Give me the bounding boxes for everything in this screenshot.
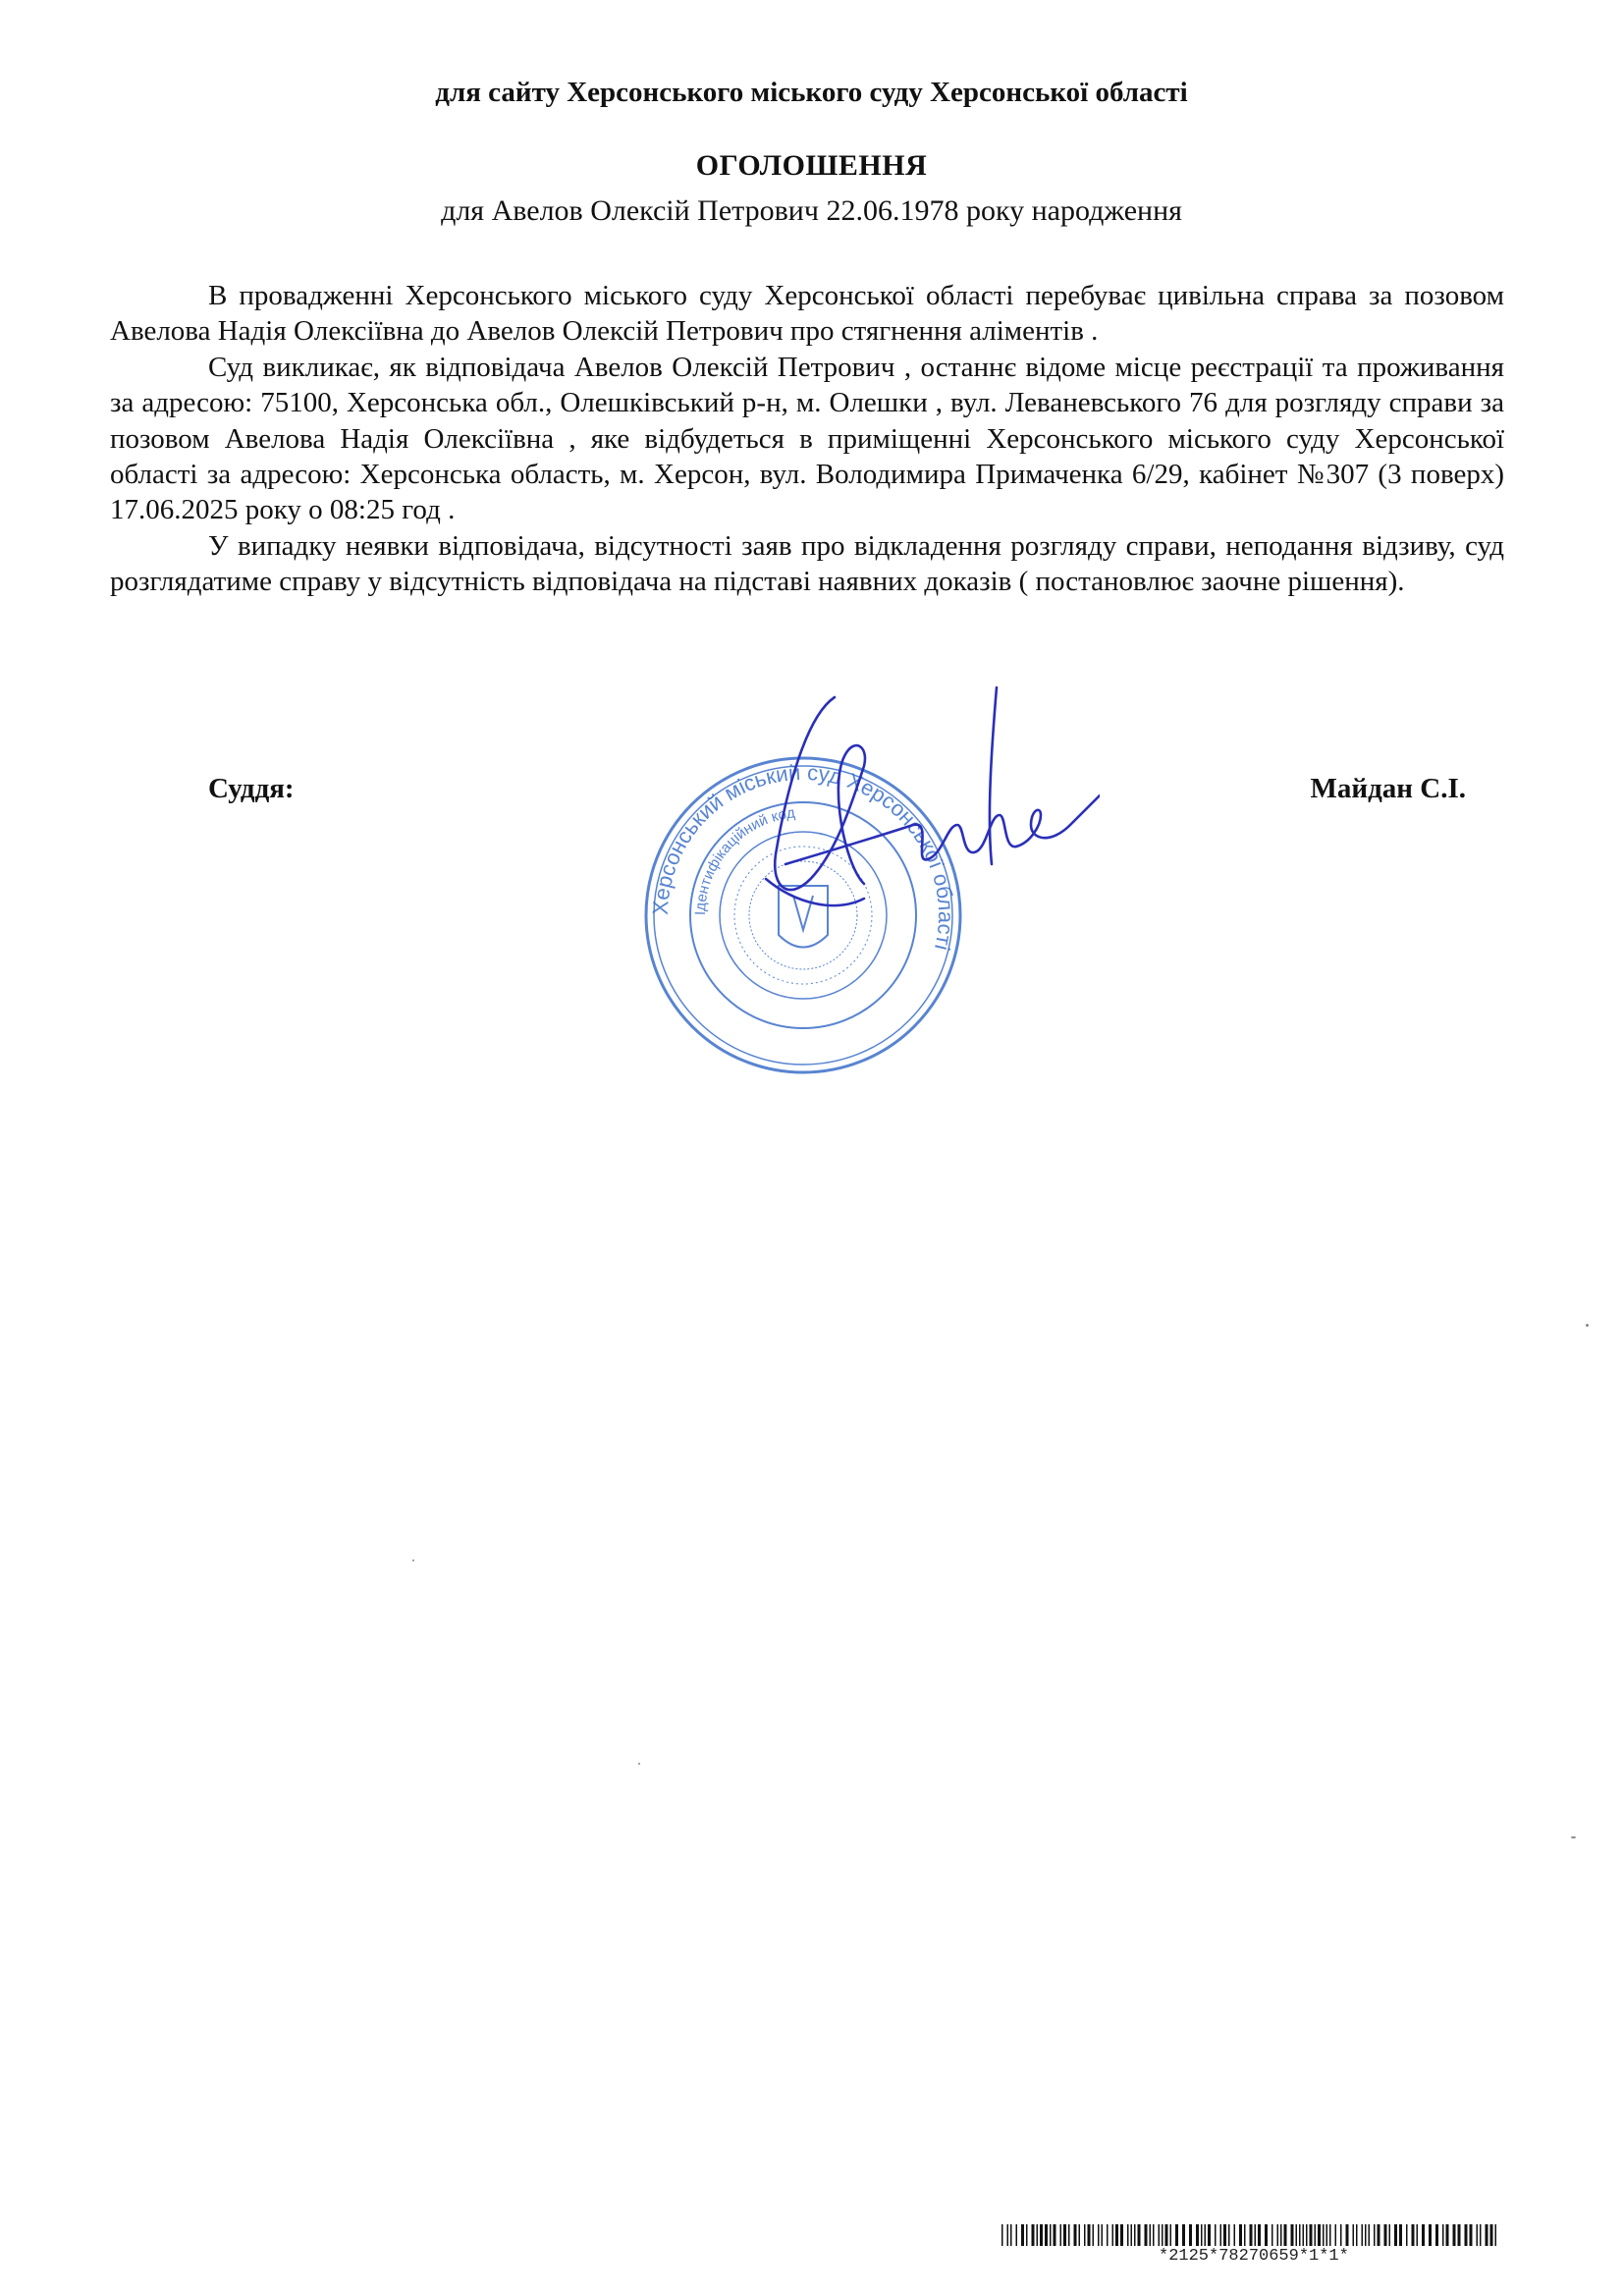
- judge-signature: [746, 678, 1100, 972]
- barcode-bar: [1365, 2224, 1367, 2246]
- barcode-bar: [1084, 2224, 1086, 2246]
- barcode-bar: [1250, 2224, 1253, 2246]
- barcode-bar: [1239, 2224, 1242, 2246]
- judge-label: Суддя:: [208, 773, 295, 804]
- barcode-bar: [1477, 2224, 1479, 2246]
- barcode-bar: [1280, 2224, 1282, 2246]
- barcode-bar: [1346, 2224, 1349, 2246]
- barcode-bar: [1159, 2224, 1161, 2246]
- announcement-body: [110, 278, 1504, 600]
- barcode-bar: [1201, 2224, 1203, 2246]
- barcode-bar: [1291, 2224, 1294, 2246]
- barcode-bar: [1244, 2224, 1246, 2246]
- barcode-bar: [1255, 2224, 1257, 2246]
- barcode-bar: [1422, 2224, 1425, 2246]
- barcode-bar: [1446, 2224, 1449, 2246]
- scan-speck: [638, 1763, 640, 1765]
- barcode-bar: [1490, 2224, 1493, 2246]
- barcode-bar: [1374, 2224, 1376, 2246]
- barcode-bar: [1394, 2224, 1397, 2246]
- barcode-bar: [1063, 2224, 1066, 2246]
- barcode-bar: [1470, 2224, 1473, 2246]
- barcode-bar: [1131, 2224, 1133, 2246]
- barcode-bar: [1134, 2224, 1136, 2246]
- barcode-bar: [1480, 2224, 1482, 2246]
- barcode-bar: [1356, 2224, 1358, 2246]
- barcode-bar: [1074, 2224, 1077, 2246]
- barcode-bar: [1412, 2224, 1415, 2246]
- paragraph-case-info: В провадженні Херсонського міського суду Херсонської області перебуває цивільна справа за позовом Авелова Надія Олексіївна до Авелов Олексій Петрович про стягнення аліментів .: [110, 280, 1504, 348]
- scan-speck: [412, 1559, 414, 1561]
- barcode-bar: [1138, 2224, 1141, 2246]
- barcode-bar: [1458, 2224, 1461, 2246]
- barcode-bar: [1115, 2224, 1118, 2246]
- barcode-bar: [1189, 2224, 1192, 2246]
- barcode-bar: [1045, 2224, 1048, 2246]
- barcode-bar: [1001, 2224, 1003, 2246]
- barcode-bar: [1369, 2224, 1371, 2246]
- barcode-bar: [1010, 2224, 1012, 2246]
- barcode-bar: [1215, 2224, 1217, 2246]
- barcode-bar: [1406, 2224, 1408, 2246]
- barcode-bar: [1323, 2224, 1325, 2246]
- site-header-line: для сайту Херсонського міського суду Херсонської області: [435, 77, 1188, 108]
- barcode-bar: [1102, 2224, 1104, 2246]
- barcode-number: *2125*78270659*1*1*: [1159, 2247, 1349, 2266]
- barcode-bar: [1182, 2224, 1185, 2246]
- barcode-bar: [1296, 2224, 1298, 2246]
- barcode-bar: [1220, 2224, 1222, 2246]
- barcode-bar: [1021, 2224, 1024, 2246]
- barcode-bar: [1120, 2224, 1123, 2246]
- barcode-bar: [1435, 2224, 1438, 2246]
- barcode-bar: [1384, 2224, 1387, 2246]
- barcode-bar: [1495, 2224, 1497, 2246]
- barcode-bar: [1389, 2224, 1391, 2246]
- barcode-bar: [1162, 2224, 1163, 2246]
- barcode-bar: [1486, 2224, 1488, 2246]
- barcode-bar: [1258, 2224, 1261, 2246]
- barcode-bar: [1037, 2224, 1039, 2246]
- barcode-bar: [1417, 2224, 1419, 2246]
- barcode-bar: [1335, 2224, 1337, 2246]
- barcode-bar: [1170, 2224, 1172, 2246]
- barcode-bar: [1442, 2224, 1444, 2246]
- barcode-bar: [1040, 2224, 1043, 2246]
- barcode-bar: [1205, 2224, 1207, 2246]
- document-subtitle: для Авелов Олексій Петрович 22.06.1978 року народження: [441, 194, 1182, 227]
- barcode-bar: [1318, 2224, 1321, 2246]
- paragraph-summons: Суд викликає, як відповідача Авелов Олексій Петрович , останнє відоме місце реєстрації та проживання за адресою: 75100, Херсонська обл., Олешківський р-н, м. Олешки , вул. Леваневського 76 для розгляду справи за позовом Авелова Надія Олексіївна , яке відбудеться в приміщенні Херсонського міського суду Херсонської області за адресою: Херсонська область, м. Херсон, вул. Володимира Примаченка 6/29, кабінет №307 (3 поверх) 17.06.2025 року о 08:25 год .: [110, 351, 1504, 526]
- barcode-bar: [1299, 2224, 1301, 2246]
- barcode-bar: [1284, 2224, 1287, 2246]
- barcode-bar: [1016, 2224, 1018, 2246]
- barcode-bar: [1315, 2224, 1317, 2246]
- barcode-bar: [1453, 2224, 1456, 2246]
- barcode-bar: [1107, 2224, 1109, 2246]
- barcode-bar: [1112, 2224, 1114, 2246]
- scan-speck: [1586, 1324, 1589, 1327]
- barcode-bar: [1353, 2224, 1355, 2246]
- document-title: ОГОЛОШЕННЯ: [695, 149, 928, 182]
- barcode-bar: [1060, 2224, 1062, 2246]
- barcode-bar: [1007, 2224, 1009, 2246]
- judge-name: Майдан С.І.: [1310, 773, 1466, 804]
- barcode-bar: [1310, 2224, 1313, 2246]
- barcode-bar: [1032, 2224, 1035, 2246]
- barcode-bar: [1303, 2224, 1305, 2246]
- barcode-bar: [1306, 2224, 1308, 2246]
- scan-speck: [1571, 1836, 1576, 1838]
- stamp-outer-text: Херсонський міський суд Херсонської області: [647, 759, 959, 954]
- barcode-bar: [1340, 2224, 1342, 2246]
- barcode-bar: [1399, 2224, 1402, 2246]
- barcode-bar: [1234, 2224, 1236, 2246]
- barcode-bar: [1429, 2224, 1432, 2246]
- barcode-bar: [1068, 2224, 1070, 2246]
- stamp-inner-text: Ідентифікаційний код: [691, 804, 796, 916]
- barcode-bar: [1153, 2224, 1155, 2246]
- barcode-bar: [1277, 2224, 1279, 2246]
- barcode: [1001, 2224, 1502, 2246]
- barcode-bar: [1223, 2224, 1226, 2246]
- barcode-bar: [1098, 2224, 1100, 2246]
- barcode-bar: [1196, 2224, 1199, 2246]
- barcode-bar: [1145, 2224, 1148, 2246]
- paragraph-default-notice: У випадку неявки відповідача, відсутності заяв про відкладення розгляду справи, неподання відзиву, суд розглядатиме справу у відсутність відповідача на підставі наявних доказів ( постановлює заочне рішення).: [110, 529, 1504, 598]
- barcode-bar: [1079, 2224, 1081, 2246]
- barcode-bar: [1088, 2224, 1091, 2246]
- barcode-bar: [1228, 2224, 1230, 2246]
- barcode-bar: [1362, 2224, 1364, 2246]
- barcode-bar: [1271, 2224, 1273, 2246]
- barcode-bar: [1093, 2224, 1095, 2246]
- barcode-bar: [1175, 2224, 1178, 2246]
- barcode-bar: [1329, 2224, 1331, 2246]
- barcode-bar: [1465, 2224, 1468, 2246]
- barcode-bar: [1326, 2224, 1328, 2246]
- barcode-bar: [1050, 2224, 1052, 2246]
- barcode-bar: [1378, 2224, 1380, 2246]
- barcode-bar: [1265, 2224, 1268, 2246]
- barcode-bar: [1208, 2224, 1211, 2246]
- barcode-bar: [1026, 2224, 1028, 2246]
- barcode-bar: [1150, 2224, 1152, 2246]
- barcode-bar: [1054, 2224, 1056, 2246]
- barcode-bar: [1165, 2224, 1168, 2246]
- barcode-bar: [1127, 2224, 1129, 2246]
